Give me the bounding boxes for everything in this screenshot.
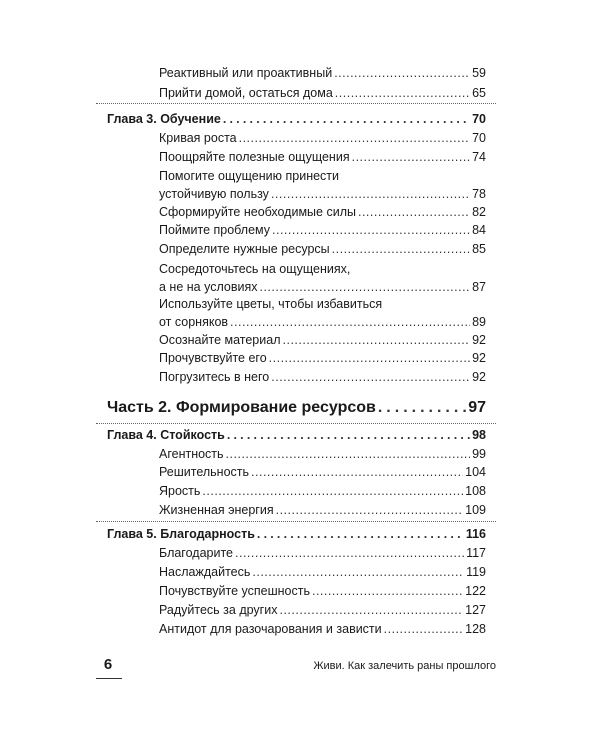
toc-entry-label: Прочувствуйте его — [159, 351, 267, 365]
dot-leader — [271, 368, 470, 386]
dot-leader — [223, 110, 470, 128]
toc-part-2 — [107, 397, 486, 419]
toc-entry-label: Решительность — [159, 465, 250, 479]
toc-entry-page: 117 — [466, 546, 486, 560]
toc-entry-page: 82 — [472, 205, 486, 219]
dot-leader — [269, 349, 470, 367]
toc-entry-page: 109 — [465, 503, 486, 517]
toc-entry-page: 87 — [472, 280, 486, 294]
toc-entry-label: а не на условиях — [159, 280, 258, 294]
toc-entry-label: устойчивую пользу — [159, 187, 269, 201]
dot-leader — [358, 203, 470, 221]
toc-entry-label: Осознайте материал — [159, 333, 281, 347]
dot-leader — [271, 185, 470, 203]
toc-entry-label: Почувствуйте успешность — [159, 584, 310, 598]
dot-leader — [312, 582, 463, 600]
toc-entry-label-line1: Помогите ощущению принести — [159, 169, 340, 183]
toc-entry-label: Сформируйте необходимые силы — [159, 205, 356, 219]
toc-entry-page: 92 — [472, 333, 486, 347]
toc-entry-page: 70 — [472, 131, 486, 145]
dot-leader — [378, 397, 466, 419]
running-footer-title: Живи. Как залечить раны прошлого — [313, 660, 496, 672]
dot-leader — [251, 463, 463, 481]
chapter-page: 98 — [472, 428, 486, 442]
toc-entry — [159, 313, 486, 331]
dot-leader — [227, 426, 470, 444]
toc-entry-page: 89 — [472, 315, 486, 329]
dot-leader — [257, 525, 464, 543]
toc-entry-page: 92 — [472, 351, 486, 365]
page-number-underline — [96, 678, 122, 679]
part-page: 97 — [468, 399, 486, 416]
toc-entry — [159, 368, 486, 386]
toc-entry — [159, 185, 486, 203]
chapter-page: 70 — [472, 112, 486, 126]
dot-leader — [226, 445, 471, 463]
toc-entry — [159, 331, 486, 349]
toc-entry — [159, 601, 486, 619]
toc-entry — [159, 482, 486, 500]
chapter-page: 116 — [465, 527, 486, 541]
toc-entry — [159, 221, 486, 239]
toc-entry-page: 127 — [465, 603, 486, 617]
toc-entry-label: от сорняков — [159, 315, 229, 329]
dot-leader — [384, 620, 463, 638]
dot-leader — [259, 278, 470, 296]
toc-chapter-3 — [107, 110, 486, 128]
dot-leader — [352, 148, 471, 166]
section-divider — [96, 103, 496, 104]
dot-leader — [235, 544, 464, 562]
toc-entry — [159, 582, 486, 600]
toc-entry-label: Прийти домой, остаться дома — [159, 86, 333, 100]
toc-entry-label: Антидот для разочарования и зависти — [159, 622, 382, 636]
dot-leader — [272, 221, 470, 239]
toc-entry-page: 78 — [472, 187, 486, 201]
toc-entry-page: 108 — [465, 484, 486, 498]
dot-leader — [335, 84, 470, 102]
dot-leader — [283, 331, 471, 349]
section-divider — [96, 521, 496, 522]
toc-entry-label-line1: Сосредоточьтесь на ощущениях, — [159, 262, 351, 276]
toc-entry-label: Определите нужные ресурсы — [159, 242, 330, 256]
toc-entry-label: Радуйтесь за других — [159, 603, 278, 617]
toc-entry-page: 85 — [472, 242, 486, 256]
toc-entry — [159, 203, 486, 221]
section-divider — [96, 423, 496, 424]
toc-entry — [159, 445, 486, 463]
page-number: 6 — [103, 656, 113, 673]
toc-entry-page: 59 — [472, 66, 486, 80]
dot-leader — [230, 313, 470, 331]
toc-entry — [159, 563, 486, 581]
chapter-title: Глава 3. Обучение — [107, 112, 221, 126]
toc-entry-page: 99 — [472, 447, 486, 461]
toc-entry — [159, 463, 486, 481]
toc-entry — [159, 240, 486, 258]
toc-entry — [159, 129, 486, 147]
dot-leader — [334, 64, 470, 82]
chapter-title: Глава 4. Стойкость — [107, 428, 225, 442]
toc-entry-page: 119 — [466, 565, 486, 579]
dot-leader — [279, 601, 463, 619]
toc-entry-page: 122 — [465, 584, 486, 598]
part-title: Часть 2. Формирование ресурсов — [107, 399, 376, 416]
dot-leader — [252, 563, 464, 581]
toc-entry-label: Благодарите — [159, 546, 233, 560]
toc-entry-label-line1: Используйте цветы, чтобы избавиться — [159, 297, 383, 311]
toc-entry-label: Жизненная энергия — [159, 503, 274, 517]
toc-entry-multiline — [159, 295, 486, 331]
toc-entry-page: 92 — [472, 370, 486, 384]
toc-entry-page: 128 — [465, 622, 486, 636]
toc-entry — [159, 64, 486, 82]
toc-entry-label: Наслаждайтесь — [159, 565, 251, 579]
toc-entry — [159, 544, 486, 562]
toc-entry-label: Агентность — [159, 447, 224, 461]
toc-entry — [159, 349, 486, 367]
toc-entry-multiline — [159, 260, 486, 296]
toc-entry — [159, 620, 486, 638]
toc-entry-label: Погрузитесь в него — [159, 370, 270, 384]
dot-leader — [332, 240, 470, 258]
toc-entry-page: 65 — [472, 86, 486, 100]
toc-entry-label: Кривая роста — [159, 131, 237, 145]
dot-leader — [202, 482, 463, 500]
toc-entry-page: 74 — [472, 150, 486, 164]
toc-entry-label: Поймите проблему — [159, 223, 271, 237]
chapter-title: Глава 5. Благодарность — [107, 527, 255, 541]
toc-entry-page: 84 — [472, 223, 486, 237]
toc-chapter-5 — [107, 525, 486, 543]
toc-entry — [159, 278, 486, 296]
toc-entry-page: 104 — [465, 465, 486, 479]
toc-entry — [159, 84, 486, 102]
dot-leader — [276, 501, 464, 519]
toc-entry-label: Реактивный или проактивный — [159, 66, 333, 80]
toc-entry-multiline — [159, 167, 486, 203]
toc-chapter-4 — [107, 426, 486, 444]
dot-leader — [239, 129, 470, 147]
toc-entry — [159, 501, 486, 519]
toc-entry-label: Поощряйте полезные ощущения — [159, 150, 350, 164]
toc-entry — [159, 148, 486, 166]
toc-entry-label: Ярость — [159, 484, 201, 498]
